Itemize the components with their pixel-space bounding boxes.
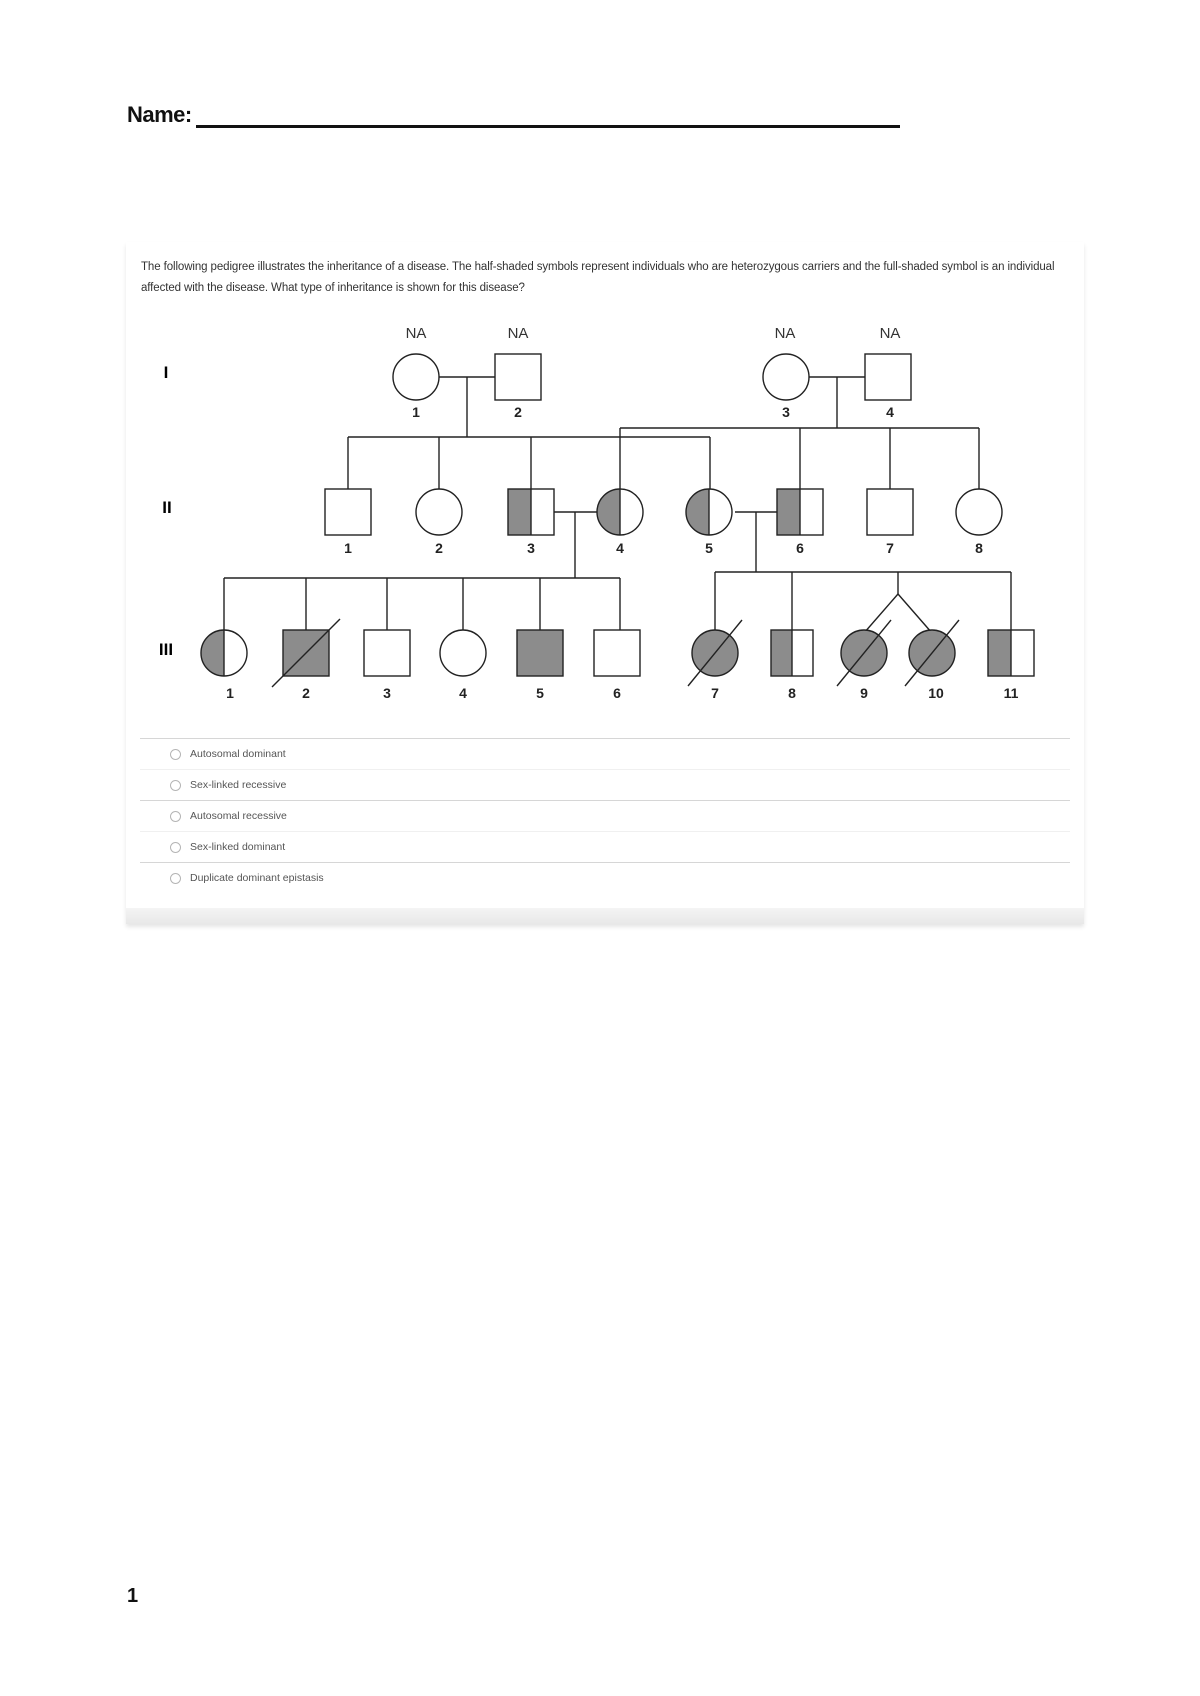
number-I2: 2 [514,404,522,420]
individual-III11 [988,630,1034,676]
number-II2: 2 [435,540,443,556]
option-label: Sex-linked dominant [190,841,286,853]
option-label: Autosomal recessive [190,810,287,822]
number-II1: 1 [344,540,352,556]
individual-III5 [517,630,563,676]
individual-III8 [771,630,813,676]
option-autosomal-recessive[interactable] [140,800,1070,831]
number-III11: 11 [1003,685,1019,701]
individual-III10 [905,620,959,686]
number-III4: 4 [459,685,467,701]
number-III6: 6 [613,685,621,701]
individual-II8 [956,489,1002,535]
card-bottom-edge [126,908,1084,924]
individual-I2 [495,354,541,400]
option-sex-linked-dominant[interactable] [140,831,1070,862]
number-II8: 8 [975,540,983,556]
question-card [126,242,1084,924]
number-III9: 9 [860,685,868,701]
name-label: Name: [127,102,192,127]
pedigree-diagram [126,242,1084,722]
option-sex-linked-recessive[interactable] [140,769,1070,800]
radio-icon[interactable] [170,749,181,760]
number-III5: 5 [536,685,544,701]
radio-icon[interactable] [170,842,181,853]
generation-label-III: III [158,640,174,659]
na-label-I1: NA [405,325,427,342]
number-I4: 4 [886,404,894,420]
individual-I1 [393,354,439,400]
number-I3: 3 [782,404,790,420]
generation-label-II: II [162,498,172,517]
individual-II5 [686,489,732,535]
na-label-I2: NA [507,325,529,342]
number-III2: 2 [302,685,310,701]
number-III10: 10 [928,685,944,701]
number-III7: 7 [711,685,719,701]
number-III3: 3 [383,685,391,701]
question-text: The following pedigree illustrates the inheritance of a disease. The half-shaded symbols represent individuals who are heterozygous carriers and the full-shaded symbol is an individual affected with the disease. What type of inheritance is shown for this disease? [141,261,1055,294]
answer-options [140,738,1070,893]
radio-icon[interactable] [170,873,181,884]
number-II5: 5 [705,540,713,556]
individual-III1 [201,630,247,676]
option-label: Duplicate dominant epistasis [190,872,324,884]
individual-II1 [325,489,371,535]
individual-III9 [837,620,891,686]
individual-II4 [597,489,643,535]
individual-II7 [867,489,913,535]
radio-icon[interactable] [170,780,181,791]
individual-I4 [865,354,911,400]
individual-I3 [763,354,809,400]
na-label-I4: NA [879,325,901,342]
option-label: Autosomal dominant [190,748,286,760]
option-label: Sex-linked recessive [190,779,287,791]
individual-III7 [688,620,742,686]
page-number: 1 [127,1585,139,1607]
generation-label-I: I [163,363,169,382]
number-III1: 1 [226,685,234,701]
name-underline[interactable] [196,125,900,128]
number-III8: 8 [788,685,796,701]
individual-II6 [777,489,823,535]
individual-III6 [594,630,640,676]
na-label-I3: NA [774,325,796,342]
individual-II2 [416,489,462,535]
individual-III4 [440,630,486,676]
individual-II3 [508,489,554,535]
radio-icon[interactable] [170,811,181,822]
number-II6: 6 [796,540,804,556]
individual-III3 [364,630,410,676]
number-II7: 7 [886,540,894,556]
number-II3: 3 [527,540,535,556]
option-duplicate-dominant-epistasis[interactable] [140,862,1070,893]
option-autosomal-dominant[interactable] [140,738,1070,769]
number-I1: 1 [412,404,420,420]
number-II4: 4 [616,540,624,556]
